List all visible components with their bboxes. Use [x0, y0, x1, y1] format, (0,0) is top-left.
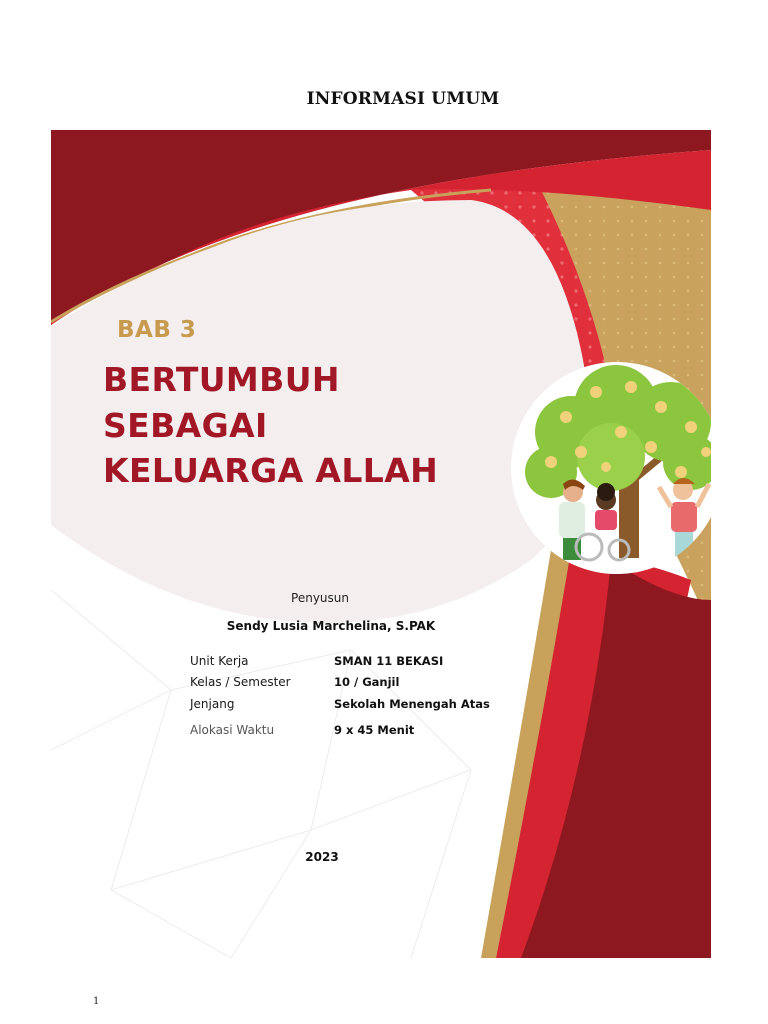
info-label-kelas-semester: Kelas / Semester — [190, 675, 291, 689]
cover-page — [51, 130, 711, 958]
page-number: 1 — [93, 996, 100, 1007]
info-value-kelas-semester: 10 / Ganjil — [334, 675, 400, 689]
info-label-unit-kerja: Unit Kerja — [190, 654, 249, 668]
info-value-alokasi-waktu: 9 x 45 Menit — [334, 723, 415, 737]
info-value-unit-kerja: SMAN 11 BEKASI — [334, 654, 444, 668]
title-line-2: SEBAGAI — [103, 406, 268, 445]
family-under-tree-illustration — [511, 362, 711, 574]
info-label-jenjang: Jenjang — [190, 697, 235, 711]
year: 2023 — [305, 850, 339, 864]
info-value-jenjang: Sekolah Menengah Atas — [334, 697, 490, 711]
page-heading: INFORMASI UMUM — [306, 89, 500, 109]
title-line-3: KELUARGA ALLAH — [103, 451, 439, 490]
chapter-label: BAB 3 — [117, 317, 197, 343]
author-label: Penyusun — [291, 591, 349, 605]
info-label-alokasi-waktu: Alokasi Waktu — [190, 723, 275, 737]
title-line-1: BERTUMBUH — [103, 360, 340, 399]
author-name: Sendy Lusia Marchelina, S.PAK — [226, 619, 436, 633]
